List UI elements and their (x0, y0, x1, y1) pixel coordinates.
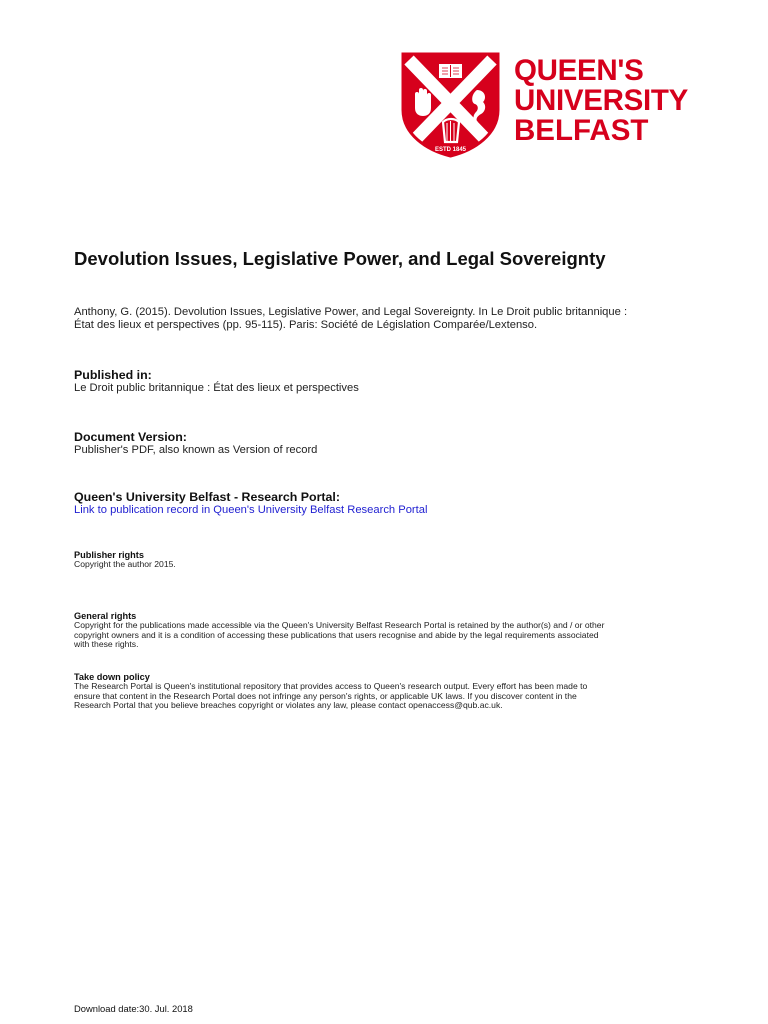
open-book-icon (439, 64, 462, 78)
estd-label: ESTD 1845 (434, 147, 467, 153)
general-rights-line-1: Copyright for the publications made accessible via the Queen's University Belfast Research Portal is retained by the author(s) and / or other (74, 620, 605, 630)
download-date: Download date:30. Jul. 2018 (74, 1003, 193, 1014)
research-portal-section (74, 490, 734, 517)
published-in-heading: Published in: (74, 368, 152, 382)
document-version-value: Publisher's PDF, also known as Version of record (74, 444, 318, 456)
published-in-value: Le Droit public britannique : État des lieux et perspectives (74, 382, 359, 394)
general-rights-section (74, 611, 734, 650)
take-down-line-1: The Research Portal is Queen's institutional repository that provides access to Queen's research output. Every effort has been made to (74, 681, 588, 691)
citation-line-2: État des lieux et perspectives (pp. 95-115). Paris: Société de Législation Comparée/Lextenso. (74, 319, 538, 331)
university-logo (401, 52, 721, 162)
general-rights-line-2: copyright owners and it is a condition of accessing these publications that users recognise and abide by the legal requirements associated (74, 629, 599, 640)
document-version-heading: Document Version: (74, 430, 187, 444)
logo-line-3: BELFAST (514, 114, 649, 147)
citation (74, 306, 754, 332)
take-down-line-3: Research Portal that you believe breaches copyright or violates any law, please contact openaccess@qub.ac.uk. (74, 700, 503, 711)
citation-line-1: Anthony, G. (2015). Devolution Issues, Legislative Power, and Legal Sovereignty. In Le Droit public britannique : (74, 306, 628, 318)
general-rights-line-3: with these rights. (74, 639, 139, 650)
document-version-section (74, 430, 734, 457)
logo-line-2: UNIVERSITY (514, 84, 689, 117)
take-down-section (74, 672, 734, 711)
document-title: Devolution Issues, Legislative Power, and Legal Sovereignty (74, 248, 606, 269)
crest-icon (401, 52, 500, 158)
published-in-section (74, 368, 734, 395)
publisher-rights-section (74, 550, 734, 570)
publisher-rights-value: Copyright the author 2015. (74, 559, 176, 569)
university-name (514, 56, 688, 146)
general-rights-heading: General rights (74, 611, 137, 621)
take-down-line-2: ensure that content in the Research Portal does not infringe any person's rights, or applicable UK laws. If you discover content in the (74, 690, 577, 701)
research-portal-heading: Queen's University Belfast - Research Portal: (74, 490, 340, 504)
publisher-rights-heading: Publisher rights (74, 550, 144, 560)
take-down-heading: Take down policy (74, 672, 150, 682)
publication-record-link[interactable]: Link to publication record in Queen's University Belfast Research Portal (74, 504, 428, 516)
logo-line-1: QUEEN'S (514, 54, 644, 87)
